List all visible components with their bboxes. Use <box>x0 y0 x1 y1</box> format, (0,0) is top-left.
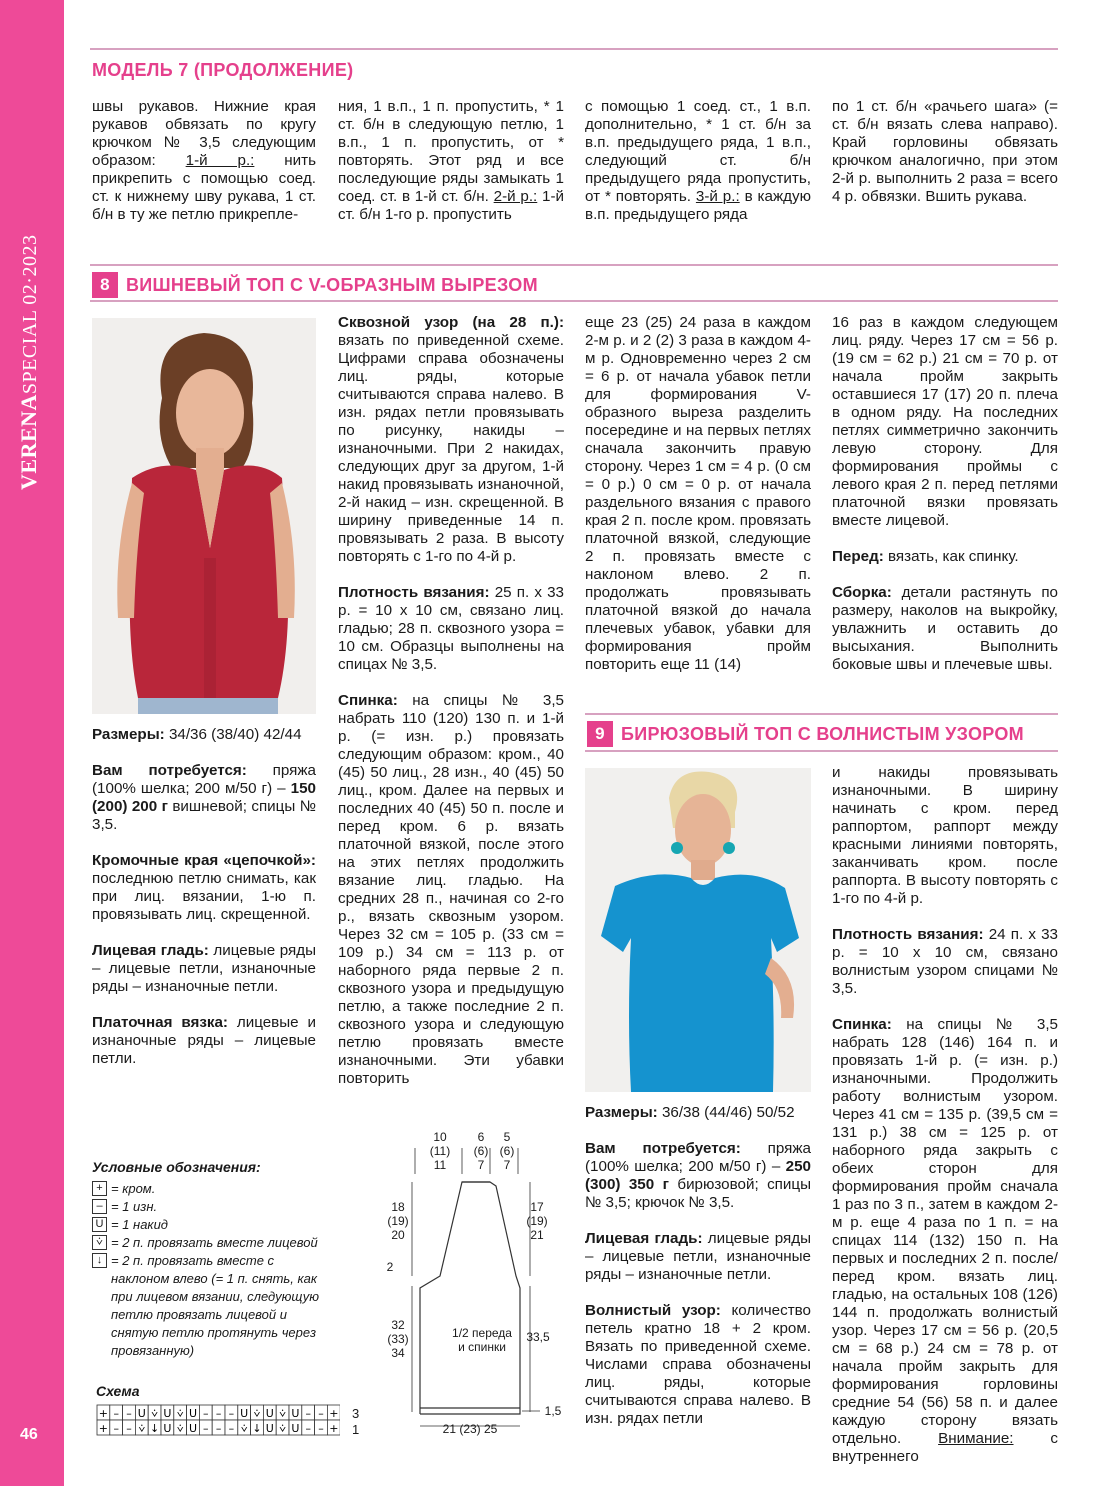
chart-cell <box>187 1420 200 1435</box>
chart-cell <box>263 1405 276 1420</box>
chart-cell <box>302 1405 315 1420</box>
diagram-label-bottom-right: 1,5 <box>544 1404 562 1418</box>
chart-cell <box>212 1405 225 1420</box>
model7-col1-segment: нить прикрепить с помощью соед. ст. к нижнему шву рукава, 1 ст. б/н в ту же петлю прикрепле- <box>92 152 316 223</box>
materials-text-2: вишневой; спицы № 3,5. <box>92 798 316 833</box>
diagram-label-top-b: 6 (6) 7 <box>473 1130 489 1172</box>
chart-cell <box>251 1420 264 1435</box>
model7-col3 <box>585 98 811 224</box>
chart-cell <box>174 1405 187 1420</box>
gauge-label: Плотность вязания: <box>338 584 490 601</box>
edge-text: последнюю петлю снимать, как при лиц. вязании, 1-ю п. провязывать лиц. скрещенной. <box>92 870 316 923</box>
chart-cell <box>263 1420 276 1435</box>
chart-cell <box>110 1405 123 1420</box>
brand-name: VERENA <box>16 394 41 490</box>
svg-text:U: U <box>188 1407 198 1420</box>
svg-text:⩒: ⩒ <box>279 1407 286 1420</box>
chart-cell <box>238 1420 251 1435</box>
svg-text:⩒: ⩒ <box>279 1422 286 1435</box>
gauge-text: 25 п. х 33 р. = 10 х 10 см, связано лиц. гладью; 28 п. сквозного узора = 10 см. Образцы выполнены на спицах № 3,5. <box>338 584 565 673</box>
diagram-label-right-lower: 33,5 <box>526 1330 550 1344</box>
svg-text:U: U <box>291 1407 300 1420</box>
chart-cell <box>327 1405 340 1420</box>
model7-col1-segment: швы рукавов. Нижние края рукавов обвязать по кругу крючком № 3,5 следующим образом: <box>92 98 316 169</box>
model8-heading <box>92 271 538 299</box>
svg-text:–: – <box>215 1407 222 1420</box>
model7-col4 <box>832 98 1058 206</box>
svg-text:U: U <box>265 1407 274 1420</box>
attention-label: Внимание: <box>938 1430 1014 1447</box>
assembly-label: Сборка: <box>832 584 892 601</box>
symbol-legend <box>92 1158 332 1360</box>
chart-cell <box>225 1405 238 1420</box>
chart-cell <box>199 1420 212 1435</box>
model7-col3-segment: 3-й р.: <box>695 188 740 205</box>
model8-col3-text: еще 23 (25) 24 раза в каждом 2-м р. и 2 (2) 3 раза в каждом 4-м р. Одновременно через 2 см = 6 р. от начала убавок петли для формирования V-образного выреза разделить посередине и на первых петлях сначала закончить правую сторону. Через 1 см = 4 р. (0 см = 0 р.) 0 см = 0 р. от начала раздельного вязания с правого края 2 п. после кром. провязать платочной вязкой, следующие 2 п. провязать вместе с наклоном влево. 2 п. продолжать провязывать платочной вязкой до начала плечевых убавок, убавки для формирования пройм повторить еще 11 (14) <box>585 314 811 673</box>
model8-photo <box>92 318 316 714</box>
chart-cell <box>187 1405 200 1420</box>
svg-text:U: U <box>291 1422 300 1435</box>
chart-cell <box>289 1420 302 1435</box>
legend-symbol: ⩒ <box>92 1235 107 1250</box>
model8-col2 <box>338 314 564 1106</box>
chart-cell <box>315 1420 328 1435</box>
svg-text:–: – <box>126 1407 132 1420</box>
legend-text: = 1 изн. <box>111 1199 158 1214</box>
svg-text:⩒: ⩒ <box>176 1422 184 1435</box>
model9-gauge-label: Плотность вязания: <box>832 926 984 943</box>
diagram-label-right-upper: 17 (19) 21 <box>526 1200 548 1242</box>
model7-col4-segment: по 1 ст. б/н «рачьего шага» (= ст. б/н вязать слева направо). Край горловины обвязать крючком аналогично, при этом 2-й р. выполнить 2 раза = всего 4 р. обвязки. Вшить рукава. <box>832 98 1058 205</box>
svg-text:–: – <box>228 1422 235 1435</box>
model9-materials-label: Вам потребуется: <box>585 1140 741 1157</box>
svg-text:–: – <box>113 1407 119 1420</box>
model9-back-label: Спинка: <box>832 1016 892 1033</box>
schema-title: Схема <box>96 1383 140 1399</box>
svg-text:U: U <box>188 1422 198 1435</box>
model7-col2-segment: 1-й ст. б/н 1-го р. пропустить <box>338 188 564 223</box>
legend-symbol: U <box>92 1217 107 1232</box>
materials-text: пряжа (100% шелка; 200 м/50 г) – <box>92 762 316 797</box>
wave-text: количество петель кратно 18 + 2 кром. Вязать по приведенной схеме. Числами справа обозначены лиц. ряды, которые считываются справа налево. В изн. рядах петли <box>585 1302 811 1427</box>
model9-col4-text: и накиды провязывать изнаночными. В ширину начинать с кром. перед раппортом, раппорт между красными линиями повторять, заканчивать кром. после раппорта. В высоту повторять с 1-го по 4-й р. <box>832 764 1058 907</box>
model9-sizes-value: 36/38 (44/46) 50/52 <box>657 1104 795 1121</box>
lace-label: Сквозной узор (на 28 п.): <box>338 314 564 331</box>
chart-row-label-3: 3 <box>352 1406 360 1421</box>
chart-cell <box>135 1420 148 1435</box>
legend-symbol: ↓ <box>92 1253 107 1268</box>
chart-cell <box>110 1420 123 1435</box>
chart-cell <box>199 1405 212 1420</box>
legend-text: = 2 п. провязать вместе лицевой <box>111 1235 318 1250</box>
svg-text:–: – <box>305 1422 311 1435</box>
model9-stockinette-label: Лицевая гладь: <box>585 1230 703 1247</box>
legend-item <box>92 1198 332 1216</box>
legend-symbol: – <box>92 1199 107 1214</box>
svg-text:⩒: ⩒ <box>176 1407 184 1420</box>
svg-text:⩒: ⩒ <box>240 1422 248 1435</box>
legend-title: Условные обозначения: <box>92 1159 261 1175</box>
chart-cell <box>302 1420 315 1435</box>
model8-title: ВИШНЕВЫЙ ТОП С V-ОБРАЗНЫМ ВЫРЕЗОМ <box>126 274 538 295</box>
back-label: Спинка: <box>338 692 398 709</box>
diagram-label-left-upper: 18 (19) 20 <box>387 1200 409 1242</box>
model8-number-badge: 8 <box>92 272 118 298</box>
model9-title: БИРЮЗОВЫЙ ТОП С ВОЛНИСТЫМ УЗОРОМ <box>621 723 1024 744</box>
model9-stockinette-text: лицевые ряды – лицевые петли, изнаночные ряды – изнаночные петли. <box>585 1230 811 1283</box>
model9-sizes-label: Размеры: <box>585 1104 658 1121</box>
brand-issue: SPECIAL 02·2023 <box>19 234 41 395</box>
wave-label: Волнистый узор: <box>585 1302 721 1319</box>
svg-text:+: + <box>329 1422 339 1435</box>
svg-text:U: U <box>137 1407 146 1420</box>
sizes-label: Размеры: <box>92 726 165 743</box>
chart-cell <box>135 1405 148 1420</box>
svg-text:–: – <box>203 1422 209 1435</box>
svg-text:+: + <box>98 1422 109 1435</box>
svg-text:U: U <box>240 1407 249 1420</box>
svg-text:–: – <box>305 1407 311 1420</box>
svg-text:⩒: ⩒ <box>138 1422 146 1435</box>
chart-cell <box>238 1405 251 1420</box>
chart-cell <box>123 1405 136 1420</box>
svg-text:–: – <box>126 1422 132 1435</box>
diagram-label-top-a: 10 (11) 11 <box>429 1130 451 1172</box>
model7-col2-segment: 2-й р.: <box>493 188 538 205</box>
model9-materials-text-2: бирюзовой; спицы № 3,5; крючок № 3,5. <box>585 1176 811 1211</box>
chart-cell <box>174 1420 187 1435</box>
page-number: 46 <box>20 1426 38 1443</box>
model7-col1 <box>92 98 316 224</box>
model9-photo <box>585 768 811 1092</box>
svg-text:⩒: ⩒ <box>253 1407 261 1420</box>
chart-cell <box>327 1420 340 1435</box>
legend-item <box>92 1234 332 1252</box>
section-rule-8 <box>90 264 1058 266</box>
materials-label: Вам потребуется: <box>92 762 247 779</box>
section-rule-9-bottom <box>585 750 1058 752</box>
garter-text: лицевые и изнаночные ряды – лицевые петли. <box>92 1014 316 1067</box>
chart-cell <box>97 1405 110 1420</box>
diagram-label-bottom: 21 (23) 25 <box>442 1422 498 1436</box>
model9-col3 <box>585 1104 811 1428</box>
attention-text: с внутреннего <box>832 1430 1058 1465</box>
chart-cell <box>276 1420 289 1435</box>
chart-row-label-1: 1 <box>352 1422 360 1437</box>
model7-col3-segment: с помощью 1 соед. ст., 1 в.п. дополнительно, * 1 ст. б/н за в.п. предыдущего ряда, 1 в.п., следующий ст. б/н предыдущего ряда пропустить, от * повторять. <box>585 98 811 205</box>
back-text: на спицы № 3,5 набрать 110 (120) 130 п. и 1-й р. (= изн. р.) провязать следующим образом: кром., 40 (45) 50 лиц., 28 изн., 40 (45) 50 лиц., кром. Далее на первых и последних 40 (45) 50 п. после и перед кром. 6 р. вязать платочной вязкой, после этого на этих петлях продолжить вязание лиц. гладью. На средних 28 п., начиная со 2-го р., вязать сквозным узором. Через 32 см = 105 р. (33 см = 109 р.) 34 см = 113 р. от наборного ряда первые 2 п. сквозного узора и предыдущую петлю, а также последние 2 п. сквозного узора и следующую петлю провязать вместе изнаночными. Эти убавки повторить <box>338 692 564 1087</box>
model8-col4-text: 16 раз в каждом следующем лиц. ряду. Через 17 см = 56 р. (19 см = 62 р.) 21 см = 70 р. от начала пройм закрыть оставшиеся 17 (17) 20 п. плеча в одном ряду. На последних петлях симметрично закончить левую сторону. Для формирования проймы с левого края 2 п. перед петлями платочной вязки провязать вместе лицевой. <box>832 314 1058 529</box>
diagram-label-left-mark: 2 <box>386 1260 394 1274</box>
chart-cell <box>148 1420 161 1435</box>
model8-col3 <box>585 314 811 692</box>
svg-text:–: – <box>318 1407 324 1420</box>
svg-text:–: – <box>228 1407 235 1420</box>
pattern-diagram <box>340 1126 570 1446</box>
stockinette-label: Лицевая гладь: <box>92 942 209 959</box>
legend-item <box>92 1216 332 1234</box>
front-label: Перед: <box>832 548 884 565</box>
svg-text:+: + <box>98 1407 109 1420</box>
assembly-text: детали растянуть по размеру, наколов на выкройку, увлажнить и оставить до высыхания. Выполнить боковые швы и плечевые швы. <box>832 584 1058 673</box>
legend-symbol: + <box>92 1181 107 1196</box>
model9-materials-text: пряжа (100% шелка; 200 м/50 г) – <box>585 1140 811 1175</box>
model7-col2-segment: ния, 1 в.п., 1 п. пропустить, * 1 ст. б/н в следующую петлю, 1 в.п., 1 п. пропустить, от * повторять. Этот ряд и все последующие ряды замыкать 1 соед. ст. в 1-й ст. б/н. <box>338 98 564 205</box>
legend-item <box>92 1180 332 1198</box>
chart-cell <box>97 1420 110 1435</box>
legend-text: = 2 п. провязать вместе с наклоном влево (= 1 п. снять, как при лицевом вязании, следующую петлю провязать лицевой и снятую петлю протянуть через провязанную) <box>111 1253 319 1358</box>
model9-number-badge: 9 <box>587 721 613 747</box>
svg-text:–: – <box>215 1422 222 1435</box>
lace-text: вязать по приведенной схеме. Цифрами справа обозначены лиц. ряды, которые считываются справа налево. В изн. рядах петли провязывать по рисунку, накиды – изнаночными. При 2 накидах, следующих друг за другом, 1-й накид провязывать изнаночной, 2-й накид – изн. скрещенной. В ширину приведенные 14 п. провязывать 2 раза. В высоту повторять с 1-го по 4-й р. <box>338 332 564 565</box>
model7-col3-segment: в каждую в.п. предыдущего ряда <box>585 188 811 223</box>
model9-col4 <box>832 764 1058 1466</box>
model9-back-text: на спицы № 3,5 набрать 128 (146) 164 п. и провязать 1-й р. (= изн. р.) изнаночными. Продолжить работу волнистым узором. Через 41 см = 135 р. (39,5 см = 131 р.) 38 см = 125 р. от наборного ряда закрыть с обеих сторон для формирования пройм сначала 1 раз по 3 п., затем в каждом 2-м р. еще 4 раза по 1 п. = на спицах 114 (132) 150 п. На первых и последних 2 п. после/перед кром. вязать лиц. гладью, на остальных 108 (126) 144 п. продолжать волнистый узор. Через 17 см = 56 р. (20,5 см = 68 р.) 24 см = 78 р. от начала пройм закрыть для формирования горловины средние 54 (56) 58 п. и далее каждую сторону вязать отдельно. <box>832 1016 1058 1447</box>
model9-materials-amount: 250 (300) 350 г <box>585 1158 811 1193</box>
legend-text: = 1 накид <box>111 1217 168 1232</box>
section-rule-9 <box>585 713 1058 715</box>
model8-col1 <box>92 726 316 1086</box>
legend-text: = кром. <box>111 1181 156 1196</box>
materials-amount: 150 (200) 200 г <box>92 780 316 815</box>
chart-cell <box>315 1405 328 1420</box>
stockinette-text: лицевые ряды – лицевые петли, изнаночные ряды – изнаночные петли. <box>92 942 316 995</box>
svg-text:–: – <box>203 1407 209 1420</box>
svg-text:U: U <box>265 1422 274 1435</box>
diagram-label-center: 1/2 переда и спинки <box>452 1326 512 1354</box>
model8-col4 <box>832 314 1058 692</box>
chart-cell <box>276 1405 289 1420</box>
sizes-value: 34/36 (38/40) 42/44 <box>164 726 302 743</box>
diagram-label-left-lower: 32 (33) 34 <box>387 1318 409 1360</box>
model7-col2 <box>338 98 564 224</box>
garter-label: Платочная вязка: <box>92 1014 228 1031</box>
chart-cell <box>161 1405 174 1420</box>
magazine-sidebar <box>0 0 64 1486</box>
svg-text:–: – <box>113 1422 119 1435</box>
model9-gauge-text: 24 п. х 33 р. = 10 х 10 см, связано волнистым узором спицами № 3,5. <box>832 926 1059 997</box>
svg-text:U: U <box>163 1407 172 1420</box>
chart-cell <box>212 1420 225 1435</box>
section-rule-8-bottom <box>90 300 1058 302</box>
lace-chart <box>96 1404 340 1443</box>
model7-heading: МОДЕЛЬ 7 (ПРОДОЛЖЕНИЕ) <box>92 59 354 80</box>
section-rule-top <box>90 48 1058 50</box>
magazine-brand <box>16 234 52 490</box>
front-text: вязать, как спинку. <box>883 548 1019 565</box>
chart-cell <box>251 1405 264 1420</box>
model9-heading <box>587 720 1024 748</box>
chart-cell <box>225 1420 238 1435</box>
svg-text:⩒: ⩒ <box>151 1407 158 1420</box>
diagram-label-top-c: 5 (6) 7 <box>499 1130 515 1172</box>
svg-text:+: + <box>329 1407 339 1420</box>
chart-cell <box>161 1420 174 1435</box>
edge-label: Кромочные края «цепочкой»: <box>92 852 316 869</box>
svg-text:U: U <box>163 1422 172 1435</box>
svg-text:↓: ↓ <box>252 1422 262 1435</box>
chart-cell <box>148 1405 161 1420</box>
legend-item <box>92 1252 332 1360</box>
svg-text:–: – <box>318 1422 324 1435</box>
chart-cell <box>289 1405 302 1420</box>
model7-col1-segment: 1-й р.: <box>185 152 255 169</box>
chart-cell <box>123 1420 136 1435</box>
svg-text:↓: ↓ <box>149 1422 160 1435</box>
